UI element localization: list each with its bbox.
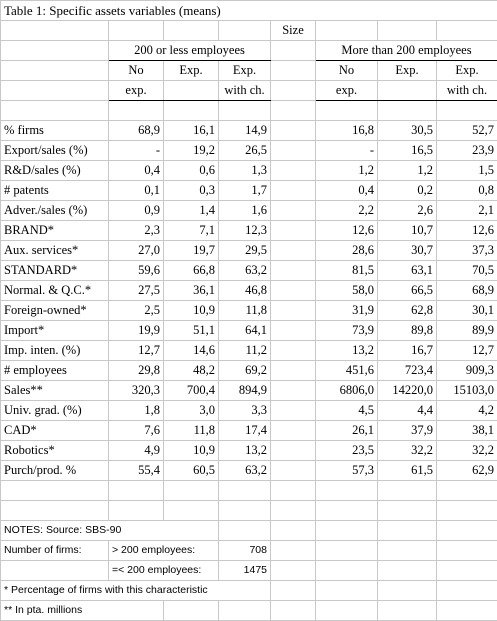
table-row xyxy=(1,121,497,141)
value-cell: 73,9 xyxy=(316,321,378,341)
empty-cell xyxy=(271,141,316,161)
value-cell: 29,5 xyxy=(219,241,271,261)
empty-cell xyxy=(437,501,497,521)
le200-value: 1475 xyxy=(219,561,271,581)
value-cell: 1,4 xyxy=(164,201,219,221)
value-cell: 0,3 xyxy=(164,181,219,201)
table-row xyxy=(1,461,497,481)
value-cell: 10,9 xyxy=(164,441,219,461)
value-cell: 7,6 xyxy=(109,421,164,441)
value-cell: 46,8 xyxy=(219,281,271,301)
value-cell: 12,7 xyxy=(437,341,497,361)
value-cell: 12,3 xyxy=(219,221,271,241)
value-cell: 26,5 xyxy=(219,141,271,161)
value-cell: 14220,0 xyxy=(378,381,437,401)
row-label: % firms xyxy=(1,121,109,141)
table-row xyxy=(1,421,497,441)
value-cell: 909,3 xyxy=(437,361,497,381)
empty-cell xyxy=(219,521,271,541)
empty-cell xyxy=(378,521,437,541)
value-cell: 57,3 xyxy=(316,461,378,481)
empty-cell xyxy=(271,121,316,141)
value-cell: 81,5 xyxy=(316,261,378,281)
value-cell: 1,8 xyxy=(109,401,164,421)
value-cell: - xyxy=(316,141,378,161)
table-row xyxy=(1,261,497,281)
value-cell: 27,0 xyxy=(109,241,164,261)
value-cell: 66,8 xyxy=(164,261,219,281)
table-title: Table 1: Specific assets variables (means) xyxy=(1,1,497,21)
value-cell: 0,4 xyxy=(316,181,378,201)
col-header: exp. xyxy=(109,81,164,101)
value-cell: 4,9 xyxy=(109,441,164,461)
value-cell: 30,7 xyxy=(378,241,437,261)
value-cell: 0,1 xyxy=(109,181,164,201)
row-label: Purch/prod. % xyxy=(1,461,109,481)
row-label: Import* xyxy=(1,321,109,341)
empty-cell xyxy=(437,541,497,561)
value-cell: 62,9 xyxy=(437,461,497,481)
value-cell: 29,8 xyxy=(109,361,164,381)
value-cell: 58,0 xyxy=(316,281,378,301)
value-cell: 16,8 xyxy=(316,121,378,141)
empty-cell xyxy=(316,581,378,601)
value-cell: 16,7 xyxy=(378,341,437,361)
row-label: Normal. & Q.C.* xyxy=(1,281,109,301)
table-row xyxy=(1,441,497,461)
value-cell: 1,3 xyxy=(219,161,271,181)
value-cell: 89,8 xyxy=(378,321,437,341)
notes-row xyxy=(1,581,497,601)
col-header-row-2 xyxy=(1,81,497,101)
col-header: with ch. xyxy=(437,81,497,101)
empty-cell xyxy=(378,581,437,601)
empty-cell xyxy=(271,441,316,461)
empty-cell xyxy=(271,541,316,561)
col-header: No xyxy=(109,61,164,81)
value-cell: 11,8 xyxy=(219,301,271,321)
empty-cell xyxy=(271,381,316,401)
value-cell: 31,9 xyxy=(316,301,378,321)
value-cell: 55,4 xyxy=(109,461,164,481)
value-cell: 13,2 xyxy=(219,441,271,461)
table-row xyxy=(1,161,497,181)
value-cell: 14,6 xyxy=(164,341,219,361)
table-row xyxy=(1,201,497,221)
value-cell: 36,1 xyxy=(164,281,219,301)
value-cell: 10,9 xyxy=(164,301,219,321)
value-cell: - xyxy=(109,141,164,161)
value-cell: 1,2 xyxy=(378,161,437,181)
value-cell: 37,9 xyxy=(378,421,437,441)
table-row xyxy=(1,341,497,361)
row-label: # patents xyxy=(1,181,109,201)
empty-cell xyxy=(378,481,437,501)
value-cell: 17,4 xyxy=(219,421,271,441)
empty-cell xyxy=(271,261,316,281)
value-cell: 64,1 xyxy=(219,321,271,341)
value-cell: 11,8 xyxy=(164,421,219,441)
empty-cell xyxy=(271,561,316,581)
value-cell: 28,6 xyxy=(316,241,378,261)
empty-cell xyxy=(219,501,271,521)
value-cell: 0,2 xyxy=(378,181,437,201)
value-cell: 12,6 xyxy=(437,221,497,241)
empty-cell xyxy=(271,461,316,481)
value-cell: 63,2 xyxy=(219,461,271,481)
col-header: with ch. xyxy=(219,81,271,101)
value-cell: 19,9 xyxy=(109,321,164,341)
empty-cell xyxy=(1,501,109,521)
group-small-header: 200 or less employees xyxy=(109,41,271,61)
empty-cell xyxy=(316,481,378,501)
row-label: Imp. inten. (%) xyxy=(1,341,109,361)
value-cell: 12,6 xyxy=(316,221,378,241)
empty-cell xyxy=(271,581,316,601)
empty-cell xyxy=(437,601,497,621)
empty-cell xyxy=(316,501,378,521)
value-cell: 70,5 xyxy=(437,261,497,281)
col-header: Exp. xyxy=(164,61,219,81)
notes-row xyxy=(1,601,497,621)
row-label: CAD* xyxy=(1,421,109,441)
empty-cell xyxy=(271,281,316,301)
empty-cell xyxy=(271,241,316,261)
empty-cell xyxy=(271,201,316,221)
value-cell: 16,5 xyxy=(378,141,437,161)
col-header: exp. xyxy=(316,81,378,101)
col-header xyxy=(164,81,219,101)
value-cell: 60,5 xyxy=(164,461,219,481)
value-cell: 32,2 xyxy=(378,441,437,461)
value-cell: 27,5 xyxy=(109,281,164,301)
value-cell: 62,8 xyxy=(378,301,437,321)
spacer-row xyxy=(1,101,497,121)
empty-cell xyxy=(1,561,109,581)
empty-cell xyxy=(437,561,497,581)
size-row xyxy=(1,21,497,41)
value-cell: 19,2 xyxy=(164,141,219,161)
value-cell: 32,2 xyxy=(437,441,497,461)
table-row xyxy=(1,221,497,241)
value-cell: 4,2 xyxy=(437,401,497,421)
empty-cell xyxy=(109,501,164,521)
row-label: Aux. services* xyxy=(1,241,109,261)
table-row xyxy=(1,321,497,341)
empty-cell xyxy=(271,161,316,181)
value-cell: 2,1 xyxy=(437,201,497,221)
notes-row xyxy=(1,521,497,541)
value-cell: 0,6 xyxy=(164,161,219,181)
value-cell: 19,7 xyxy=(164,241,219,261)
value-cell: 37,3 xyxy=(437,241,497,261)
value-cell: 61,5 xyxy=(378,461,437,481)
col-header-row-1 xyxy=(1,61,497,81)
spacer-row xyxy=(1,501,497,521)
value-cell: 16,1 xyxy=(164,121,219,141)
nfirms-label: Number of firms: xyxy=(1,541,109,561)
value-cell: 15103,0 xyxy=(437,381,497,401)
value-cell: 30,5 xyxy=(378,121,437,141)
row-label: Adver./sales (%) xyxy=(1,201,109,221)
gt200-label: > 200 employees: xyxy=(109,541,219,561)
row-label: BRAND* xyxy=(1,221,109,241)
empty-cell xyxy=(219,481,271,501)
empty-cell xyxy=(271,421,316,441)
value-cell: 12,7 xyxy=(109,341,164,361)
value-cell: 30,1 xyxy=(437,301,497,321)
value-cell: 52,7 xyxy=(437,121,497,141)
col-header: Exp. xyxy=(219,61,271,81)
value-cell: 2,3 xyxy=(109,221,164,241)
value-cell: 48,2 xyxy=(164,361,219,381)
row-label: Foreign-owned* xyxy=(1,301,109,321)
value-cell: 4,4 xyxy=(378,401,437,421)
col-header: Exp. xyxy=(378,61,437,81)
row-label: Robotics* xyxy=(1,441,109,461)
value-cell: 3,3 xyxy=(219,401,271,421)
millions-note: ** In pta. millions xyxy=(1,601,164,621)
notes-source: NOTES: Source: SBS-90 xyxy=(1,521,219,541)
table-row xyxy=(1,381,497,401)
row-label: STANDARD* xyxy=(1,261,109,281)
empty-cell xyxy=(271,301,316,321)
empty-cell xyxy=(316,601,378,621)
empty-cell xyxy=(271,361,316,381)
value-cell: 0,9 xyxy=(109,201,164,221)
value-cell: 0,4 xyxy=(109,161,164,181)
empty-cell xyxy=(271,481,316,501)
empty-cell xyxy=(378,601,437,621)
empty-cell xyxy=(271,501,316,521)
value-cell: 51,1 xyxy=(164,321,219,341)
empty-cell xyxy=(271,601,316,621)
group-row xyxy=(1,41,497,61)
empty-cell xyxy=(437,581,497,601)
value-cell: 1,6 xyxy=(219,201,271,221)
empty-cell xyxy=(271,321,316,341)
value-cell: 14,9 xyxy=(219,121,271,141)
value-cell: 63,2 xyxy=(219,261,271,281)
row-label: Univ. grad. (%) xyxy=(1,401,109,421)
empty-cell xyxy=(378,501,437,521)
value-cell: 320,3 xyxy=(109,381,164,401)
row-label: R&D/sales (%) xyxy=(1,161,109,181)
col-header xyxy=(378,81,437,101)
table-row xyxy=(1,181,497,201)
row-label: Sales** xyxy=(1,381,109,401)
empty-cell xyxy=(271,181,316,201)
value-cell: 68,9 xyxy=(437,281,497,301)
value-cell: 4,5 xyxy=(316,401,378,421)
value-cell: 59,6 xyxy=(109,261,164,281)
col-header: Exp. xyxy=(437,61,497,81)
value-cell: 66,5 xyxy=(378,281,437,301)
value-cell: 89,9 xyxy=(437,321,497,341)
value-cell: 26,1 xyxy=(316,421,378,441)
value-cell: 11,2 xyxy=(219,341,271,361)
empty-cell xyxy=(271,521,316,541)
row-label: Export/sales (%) xyxy=(1,141,109,161)
row-label: # employees xyxy=(1,361,109,381)
value-cell: 1,7 xyxy=(219,181,271,201)
empty-cell xyxy=(271,221,316,241)
value-cell: 2,6 xyxy=(378,201,437,221)
title-row xyxy=(1,1,497,21)
empty-cell xyxy=(316,561,378,581)
value-cell: 13,2 xyxy=(316,341,378,361)
pct-note: * Percentage of firms with this characteristic xyxy=(1,581,271,601)
table-row xyxy=(1,401,497,421)
gt200-value: 708 xyxy=(219,541,271,561)
table-row xyxy=(1,301,497,321)
empty-cell xyxy=(219,601,271,621)
value-cell: 1,5 xyxy=(437,161,497,181)
value-cell: 894,9 xyxy=(219,381,271,401)
value-cell: 2,2 xyxy=(316,201,378,221)
empty-cell xyxy=(378,561,437,581)
empty-cell xyxy=(109,481,164,501)
table-row xyxy=(1,241,497,261)
value-cell: 10,7 xyxy=(378,221,437,241)
table-row xyxy=(1,141,497,161)
value-cell: 6806,0 xyxy=(316,381,378,401)
value-cell: 23,5 xyxy=(316,441,378,461)
group-large-header: More than 200 employees xyxy=(316,41,497,61)
empty-cell xyxy=(164,481,219,501)
empty-cell xyxy=(437,521,497,541)
value-cell: 723,4 xyxy=(378,361,437,381)
value-cell: 700,4 xyxy=(164,381,219,401)
value-cell: 63,1 xyxy=(378,261,437,281)
notes-row xyxy=(1,541,497,561)
empty-cell xyxy=(164,501,219,521)
notes-row xyxy=(1,561,497,581)
value-cell: 3,0 xyxy=(164,401,219,421)
empty-cell xyxy=(437,481,497,501)
value-cell: 2,5 xyxy=(109,301,164,321)
empty-cell xyxy=(1,481,109,501)
col-header: No xyxy=(316,61,378,81)
value-cell: 23,9 xyxy=(437,141,497,161)
table-row xyxy=(1,361,497,381)
value-cell: 68,9 xyxy=(109,121,164,141)
empty-cell xyxy=(271,341,316,361)
spacer-row xyxy=(1,481,497,501)
value-cell: 0,8 xyxy=(437,181,497,201)
empty-cell xyxy=(316,541,378,561)
value-cell: 451,6 xyxy=(316,361,378,381)
empty-cell xyxy=(164,601,219,621)
value-cell: 69,2 xyxy=(219,361,271,381)
empty-cell xyxy=(378,541,437,561)
value-cell: 1,2 xyxy=(316,161,378,181)
empty-cell xyxy=(271,401,316,421)
table-row xyxy=(1,281,497,301)
empty-cell xyxy=(316,521,378,541)
value-cell: 7,1 xyxy=(164,221,219,241)
value-cell: 38,1 xyxy=(437,421,497,441)
le200-label: =< 200 employees: xyxy=(109,561,219,581)
size-label: Size xyxy=(271,21,316,41)
